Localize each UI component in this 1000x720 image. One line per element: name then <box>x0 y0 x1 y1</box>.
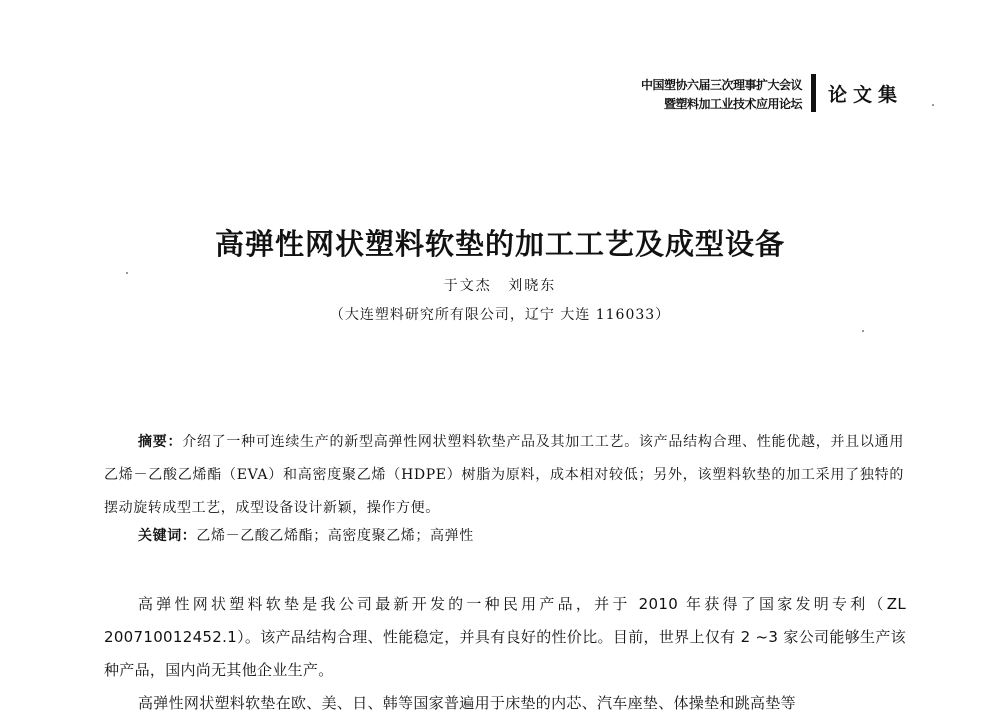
body-paragraph-2: 高弹性网状塑料软垫在欧、美、日、韩等国家普遍用于床垫的内芯、汽车座垫、体操垫和跳高垫等 <box>138 694 796 712</box>
scan-speck <box>862 330 864 332</box>
scan-speck <box>932 104 934 106</box>
abstract-label: 摘要： <box>138 434 183 450</box>
conference-line-2: 暨塑料加工业技术应用论坛 <box>663 97 802 111</box>
header-divider-bar <box>811 74 816 112</box>
paper-authors: 于文杰 刘晓东 <box>443 278 557 294</box>
body-paragraph-1: 高弹性网状塑料软垫是我公司最新开发的一种民用产品，并于 2010 年获得了国家发明专利（ZL 200710012452.1）。该产品结构合理、性能稳定，并具有良好的性价比。目前，世界上仅有 2 ~3 家公司能够生产该种产品，国内尚无其他企业生产。 <box>104 595 906 679</box>
paper-affiliation: （大连塑料研究所有限公司，辽宁 大连 116033） <box>329 307 671 323</box>
paper-title: 高弹性网状塑料软垫的加工工艺及成型设备 <box>214 227 785 261</box>
body-text <box>104 588 906 720</box>
keywords <box>138 525 898 545</box>
keywords-text: 乙烯－乙酸乙烯酯；高密度聚乙烯；高弹性 <box>196 528 474 544</box>
series-label: 论文集 <box>828 84 904 106</box>
abstract-text: 介绍了一种可连续生产的新型高弹性网状塑料软垫产品及其加工工艺。该产品结构合理、性能优越，并且以通用乙烯－乙酸乙烯酯（EVA）和高密度聚乙烯（HDPE）树脂为原料，成本相对较低；另外，该塑料软垫的加工采用了独特的摆动旋转成型工艺，成型设备设计新颖，操作方便。 <box>104 434 904 516</box>
keywords-label: 关键词： <box>138 528 197 544</box>
abstract <box>104 426 904 525</box>
conference-header <box>560 76 802 114</box>
scan-speck <box>126 272 128 274</box>
conference-line-1: 中国塑协六届三次理事扩大会议 <box>640 78 802 92</box>
